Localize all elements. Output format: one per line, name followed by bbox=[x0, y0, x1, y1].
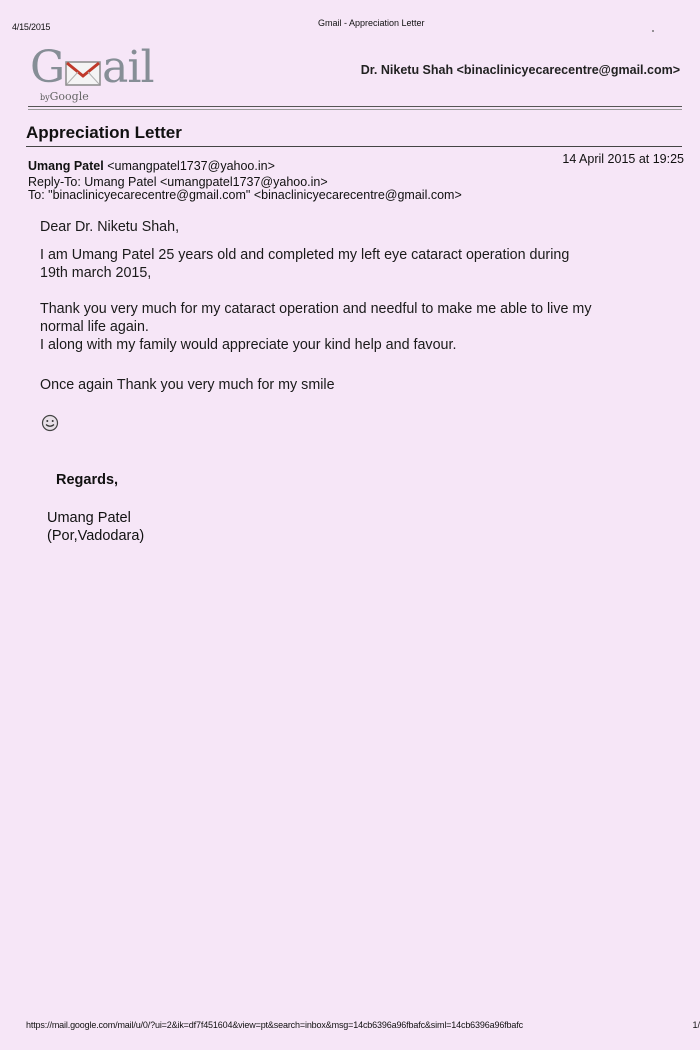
body-line: 19th march 2015, bbox=[40, 265, 152, 281]
body-paragraph-3: Once again Thank you very much for my smile bbox=[40, 377, 335, 393]
envelope-icon bbox=[65, 61, 101, 86]
email-subject: Appreciation Letter bbox=[26, 123, 182, 142]
logo-letter-g: G bbox=[30, 42, 65, 93]
closing: Regards, bbox=[56, 472, 119, 488]
body-line: Thank you very much for my cataract operation and needful to make me able to live my bbox=[40, 301, 592, 317]
body-paragraph-2 bbox=[40, 300, 680, 354]
gmail-wordmark bbox=[30, 42, 170, 93]
print-title: Gmail - Appreciation Letter bbox=[318, 18, 425, 28]
subject-divider bbox=[26, 146, 682, 147]
logo-letters-ail: ail bbox=[102, 42, 154, 93]
message-timestamp: 14 April 2015 at 19:25 bbox=[562, 152, 684, 166]
reply-to-line: Reply-To: Umang Patel <umangpatel1737@yahoo.in> bbox=[28, 175, 328, 189]
by-google-tagline bbox=[40, 90, 89, 103]
gmail-logo bbox=[30, 42, 170, 106]
header-divider bbox=[28, 106, 682, 107]
sender-line bbox=[28, 159, 275, 174]
header-divider-shadow bbox=[28, 109, 682, 110]
by-prefix: by bbox=[40, 93, 50, 102]
sender-address: <umangpatel1737@yahoo.in> bbox=[107, 159, 275, 173]
page-number: 1/ bbox=[692, 1020, 700, 1030]
recipient-line: To: "binaclinicyecarecentre@gmail.com" <binaclinicyecarecentre@gmail.com> bbox=[28, 188, 462, 202]
signature-place: (Por,Vadodara) bbox=[47, 528, 145, 544]
scan-speck bbox=[652, 30, 654, 32]
body-line: I am Umang Patel 25 years old and completed my left eye cataract operation during bbox=[40, 247, 570, 263]
print-date: 4/15/2015 bbox=[12, 22, 51, 32]
smiley-face-icon bbox=[41, 414, 59, 432]
google-brand: Google bbox=[49, 90, 89, 103]
greeting: Dear Dr. Niketu Shah, bbox=[40, 219, 180, 235]
body-paragraph-1 bbox=[40, 246, 680, 282]
account-identity: Dr. Niketu Shah <binaclinicyecarecentre@gmail.com> bbox=[360, 63, 680, 77]
signature-name: Umang Patel bbox=[47, 510, 131, 526]
body-line: I along with my family would appreciate your kind help and favour. bbox=[40, 337, 457, 353]
print-url: https://mail.google.com/mail/u/0/?ui=2&ik=df7f451604&view=pt&search=inbox&msg=14cb6396a96fbafc&siml=14cb6396a96fbafc bbox=[26, 1020, 523, 1030]
signature bbox=[47, 509, 144, 545]
body-line: normal life again. bbox=[40, 319, 149, 335]
sender-name: Umang Patel bbox=[28, 159, 104, 173]
